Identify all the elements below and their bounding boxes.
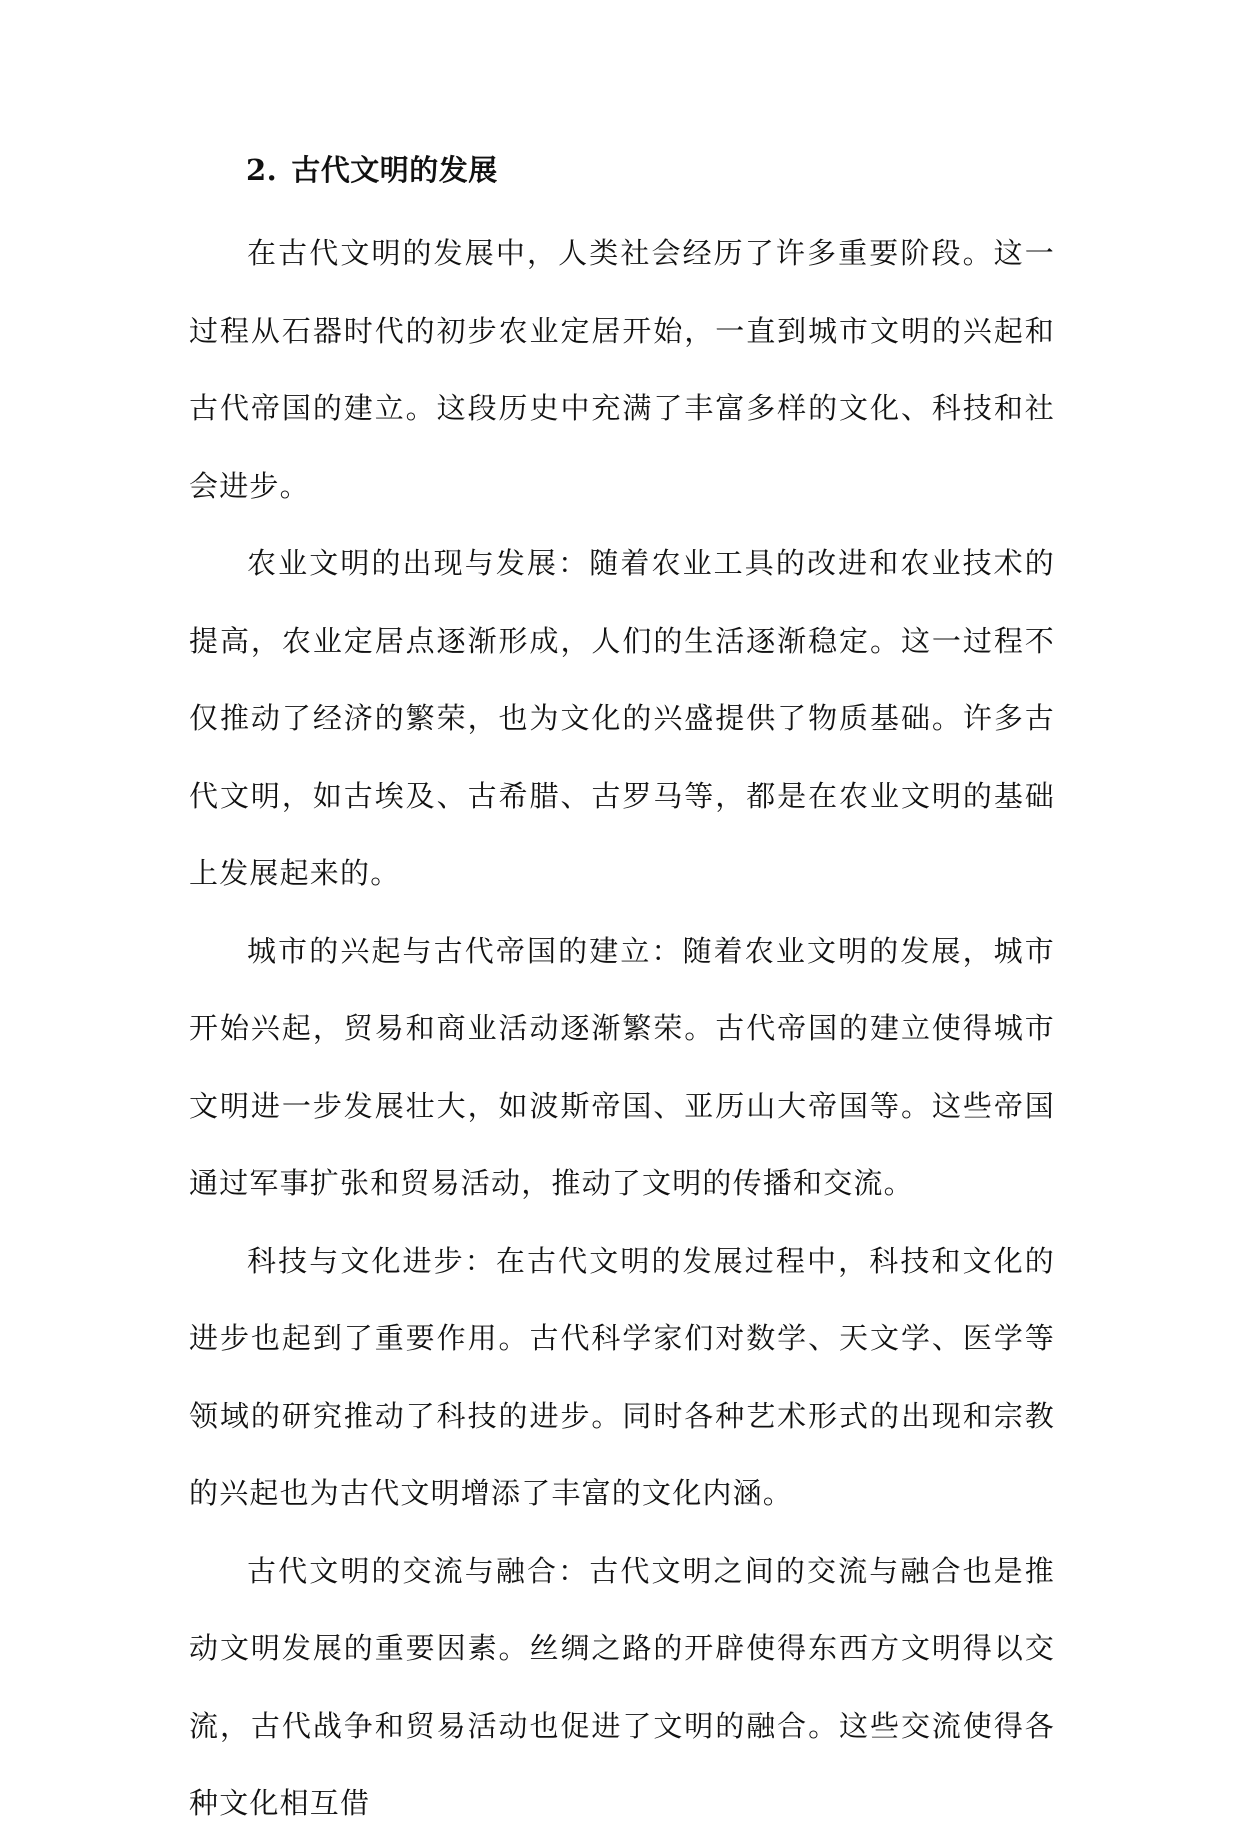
body-text xyxy=(189,215,1055,1843)
paragraph-science-culture: 科技与文化进步：在古代文明的发展过程中，科技和文化的进步也起到了重要作用。古代科学家们对数学、天文学、医学等领域的研究推动了科技的进步。同时各种艺术形式的出现和宗教的兴起也为古代文明增添了丰富的文化内涵。 xyxy=(189,1243,1055,1510)
section-title: 古代文明的发展 xyxy=(291,153,498,187)
paragraph-exchange: 古代文明的交流与融合：古代文明之间的交流与融合也是推动文明发展的重要因素。丝绸之路的开辟使得东西方文明得以交流，古代战争和贸易活动也促进了文明的融合。这些交流使得各种文化相互借 xyxy=(189,1553,1055,1820)
paragraph-intro: 在古代文明的发展中，人类社会经历了许多重要阶段。这一过程从石器时代的初步农业定居开始，一直到城市文明的兴起和古代帝国的建立。这段历史中充满了丰富多样的文化、科技和社会进步。 xyxy=(189,236,1055,503)
section-heading xyxy=(246,148,498,192)
paragraph-cities-empires: 城市的兴起与古代帝国的建立：随着农业文明的发展，城市开始兴起，贸易和商业活动逐渐繁荣。古代帝国的建立使得城市文明进一步发展壮大，如波斯帝国、亚历山大帝国等。这些帝国通过军事扩张和贸易活动，推动了文明的传播和交流。 xyxy=(189,933,1055,1200)
section-number: 2. xyxy=(246,153,278,187)
paragraph-agriculture: 农业文明的出现与发展：随着农业工具的改进和农业技术的提高，农业定居点逐渐形成，人们的生活逐渐稳定。这一过程不仅推动了经济的繁荣，也为文化的兴盛提供了物质基础。许多古代文明，如古埃及、古希腊、古罗马等，都是在农业文明的基础上发展起来的。 xyxy=(189,546,1055,890)
